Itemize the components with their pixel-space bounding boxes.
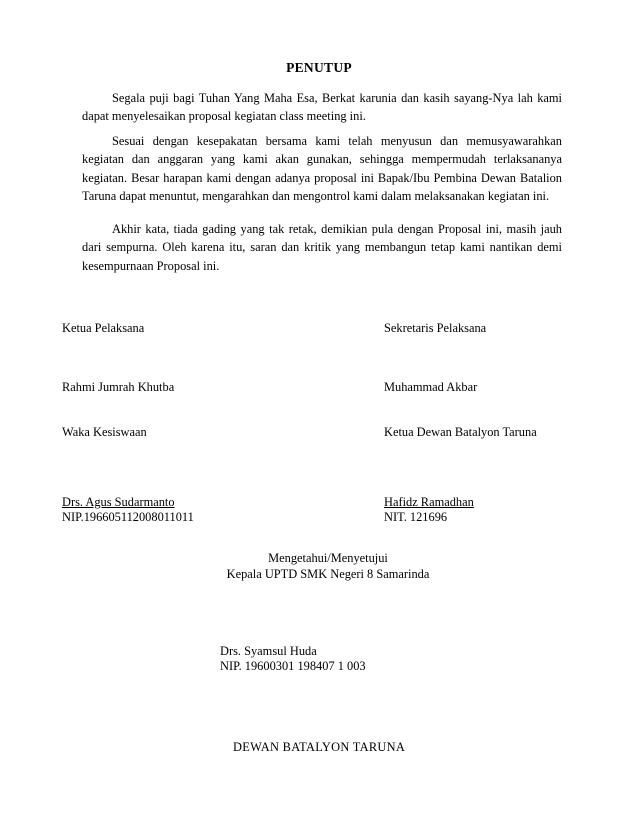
signature-name-ketua-dewan: Hafidz Ramadhan bbox=[384, 495, 474, 509]
approval-header bbox=[220, 550, 436, 582]
signature-id-waka-kesiswaan: NIP.196605112008011011 bbox=[62, 510, 194, 524]
paragraph-text: Akhir kata, tiada gading yang tak retak, demikian pula dengan Proposal ini, masih jauh dari sempurna. Oleh karena itu, saran dan kritik yang membangun tetap kami nantikan demi kesempurnaan Proposal ini. bbox=[82, 222, 562, 273]
signature-role-waka-kesiswaan: Waka Kesiswaan bbox=[62, 425, 147, 439]
signature-name-ketua-pelaksana: Rahmi Jumrah Khutba bbox=[62, 380, 175, 394]
signature-role-ketua-dewan: Ketua Dewan Batalyon Taruna bbox=[384, 425, 537, 439]
paragraph-text: Sesuai dengan kesepakatan bersama kami telah menyusun dan memusyawarahkan kegiatan dan anggaran yang kami akan gunakan, sehingga mempermudah terlaksananya kegiatan. Besar harapan kami dengan adanya proposal ini Bapak/Ibu Pembina Dewan Batalion Taruna dapat menuntut, mengarahkan dan mengontrol kami dalam melaksanakan kegiatan ini. bbox=[82, 134, 562, 204]
signature-role-sekretaris: Sekretaris Pelaksana bbox=[384, 321, 487, 335]
approval-line-1: Mengetahui/Menyetujui bbox=[268, 551, 388, 565]
signature-role-ketua-pelaksana: Ketua Pelaksana bbox=[62, 321, 145, 335]
paragraph-text: Segala puji bagi Tuhan Yang Maha Esa, Berkat karunia dan kasih sayang-Nya lah kami dapat menyelesaikan proposal kegiatan class meeting ini. bbox=[82, 91, 562, 124]
signature-id-ketua-dewan: NIT. 121696 bbox=[384, 510, 448, 524]
paragraph-closing bbox=[82, 220, 562, 275]
approval-id: NIP. 19600301 198407 1 003 bbox=[220, 659, 366, 673]
approval-line-2: Kepala UPTD SMK Negeri 8 Samarinda bbox=[226, 567, 430, 581]
page-title: PENUTUP bbox=[286, 60, 352, 75]
signature-name-waka-kesiswaan: Drs. Agus Sudarmanto bbox=[62, 495, 175, 509]
footer-organization: DEWAN BATALYON TARUNA bbox=[233, 740, 406, 754]
approval-name: Drs. Syamsul Huda bbox=[220, 644, 317, 658]
paragraph-agreement bbox=[82, 132, 562, 206]
signature-name-sekretaris: Muhammad Akbar bbox=[384, 380, 478, 394]
paragraph-opening bbox=[82, 89, 562, 126]
